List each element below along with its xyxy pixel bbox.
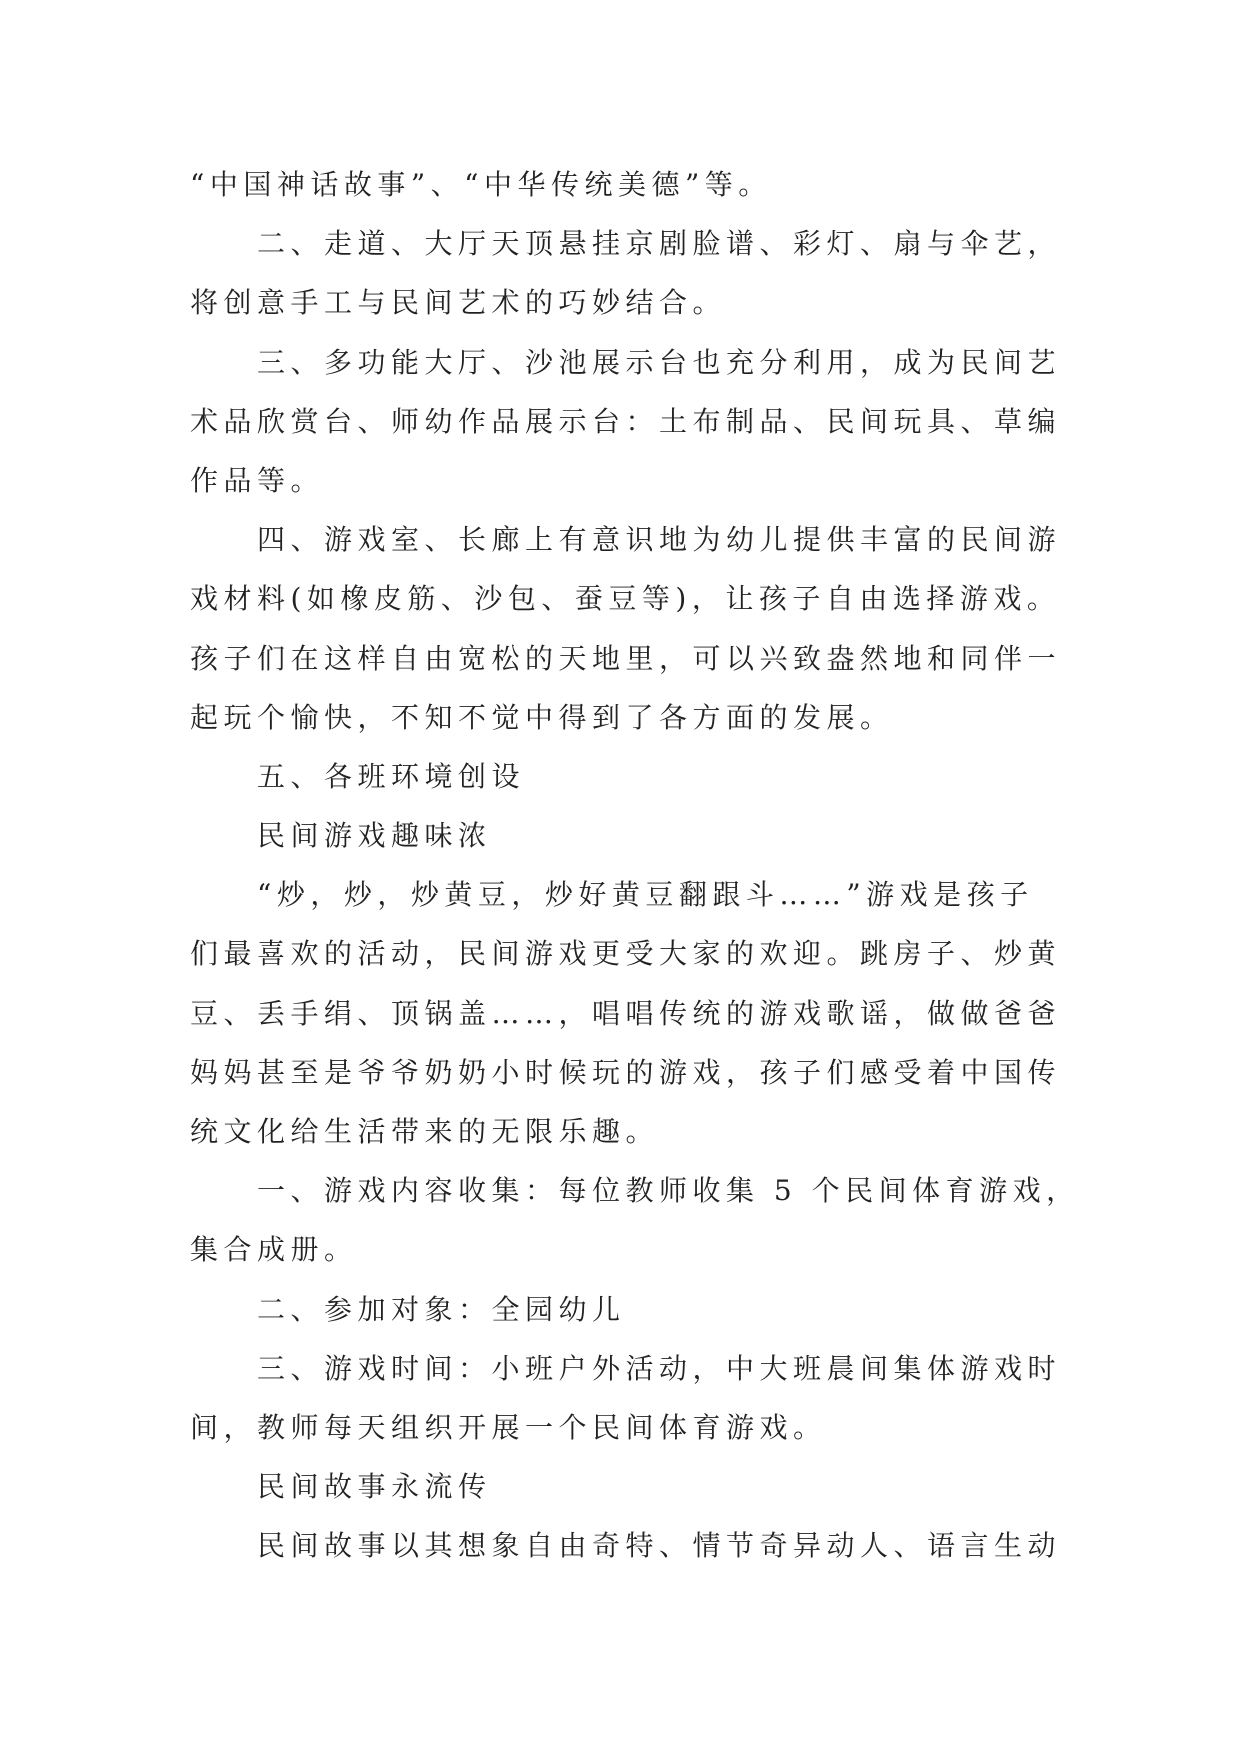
text-line: 民间故事以其想象自由奇特、情节奇异动人、语言生动 — [257, 1529, 1062, 1563]
text-line: 术品欣赏台、师幼作品展示台：土布制品、民间玩具、草编 — [190, 404, 1062, 438]
paragraph-continuation — [190, 155, 1090, 214]
text-line: 豆、丢手绢、顶锅盖……，唱唱传统的游戏歌谣，做做爸爸 — [190, 996, 1062, 1030]
text-line: 妈妈甚至是爷爷奶奶小时候玩的游戏，孩子们感受着中国传 — [190, 1055, 1062, 1089]
paragraph-game-time — [190, 1339, 1090, 1457]
text-line: 间，教师每天组织开展一个民间体育游戏。 — [190, 1410, 827, 1444]
text-line: 集合成册。 — [190, 1233, 358, 1267]
text-line: 三、多功能大厅、沙池展示台也充分利用，成为民间艺 — [257, 345, 1062, 379]
text-line: 们最喜欢的活动，民间游戏更受大家的欢迎。跳房子、炒黄 — [190, 937, 1062, 971]
paragraph-corridor-hall — [190, 214, 1090, 332]
text-line: 将创意手工与民间艺术的巧妙结合。 — [190, 286, 727, 320]
text-line: 起玩个愉快，不知不觉中得到了各方面的发展。 — [190, 700, 894, 734]
section-heading: 民间游戏趣味浓 — [257, 819, 492, 853]
text-line: 戏材料(如橡皮筋、沙包、蚕豆等)，让孩子自由选择游戏。 — [190, 582, 1061, 616]
paragraph-multifunction-hall — [190, 333, 1090, 511]
paragraph-game-collection — [190, 1161, 1090, 1279]
text-line: “中国神话故事”、“中华传统美德”等。 — [190, 168, 772, 201]
text-line: 二、参加对象：全园幼儿 — [257, 1292, 626, 1326]
paragraph-folk-stories-intro — [190, 1516, 1090, 1575]
text-line: 二、走道、大厅天顶悬挂京剧脸谱、彩灯、扇与伞艺， — [257, 227, 1062, 261]
text-line: 统文化给生活带来的无限乐趣。 — [190, 1115, 660, 1148]
paragraph-game-room — [190, 510, 1090, 747]
text-line: “炒，炒，炒黄豆，炒好黄豆翻跟斗……”游戏是孩子 — [257, 878, 1034, 912]
text-line: 三、游戏时间：小班户外活动，中大班晨间集体游戏时 — [257, 1351, 1062, 1385]
text-line: 五、各班环境创设 — [257, 759, 526, 793]
section-heading-folk-games — [190, 806, 1090, 865]
text-line: 一、游戏内容收集：每位教师收集 5 个民间体育游戏， — [257, 1174, 1080, 1208]
text-line: 作品等。 — [190, 463, 325, 497]
paragraph-class-environment — [190, 747, 1090, 806]
paragraph-folk-games-intro — [190, 865, 1090, 1161]
text-line: 四、游戏室、长廊上有意识地为幼儿提供丰富的民间游 — [257, 523, 1062, 557]
section-heading: 民间故事永流传 — [257, 1470, 492, 1504]
paragraph-participants — [190, 1280, 1090, 1339]
section-heading-folk-stories — [190, 1457, 1090, 1516]
document-body — [190, 155, 1090, 1576]
text-line: 孩子们在这样自由宽松的天地里，可以兴致盎然地和同伴一 — [190, 641, 1062, 675]
